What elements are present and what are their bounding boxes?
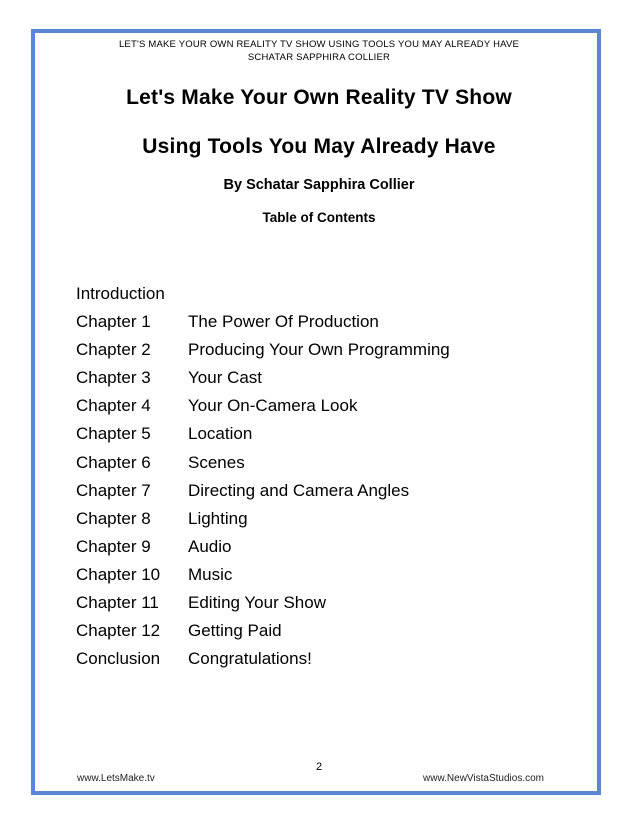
footer-website-right[interactable]: www.NewVistaStudios.com — [423, 773, 544, 784]
toc-label: Chapter 3 — [76, 368, 151, 388]
author-byline: By Schatar Sapphira Collier — [223, 177, 415, 193]
toc-title: Your Cast — [188, 368, 263, 388]
toc-label: Chapter 2 — [76, 340, 151, 360]
page-number: 2 — [315, 761, 323, 773]
toc-label: Chapter 12 — [76, 621, 161, 641]
toc-title: The Power Of Production — [188, 312, 379, 332]
toc-title: Audio — [188, 536, 232, 556]
toc-label: Chapter 7 — [76, 480, 151, 500]
toc-label: Introduction — [76, 284, 165, 303]
toc-label: Chapter 6 — [76, 452, 151, 472]
running-header-title: LET'S MAKE YOUR OWN REALITY TV SHOW USING TOOLS YOU MAY ALREADY HAVE — [118, 39, 520, 50]
toc-label: Chapter 8 — [76, 508, 151, 528]
toc-title: Congratulations! — [188, 649, 312, 669]
toc-label: Conclusion — [76, 649, 161, 669]
toc-label: Chapter 5 — [76, 424, 151, 444]
toc-title: Music — [188, 564, 233, 584]
book-title-line-1: Let's Make Your Own Reality TV Show — [126, 86, 512, 109]
running-header — [0, 38, 638, 64]
toc-title: Your On-Camera Look — [188, 396, 358, 416]
toc-title: Location — [188, 424, 253, 444]
toc-label: Chapter 4 — [76, 396, 151, 416]
toc-title: Directing and Camera Angles — [188, 480, 410, 500]
toc-title: Editing Your Show — [188, 593, 326, 613]
footer-website-left[interactable]: www.LetsMake.tv — [77, 773, 155, 784]
toc-title: Getting Paid — [188, 621, 282, 641]
toc-label: Chapter 11 — [76, 593, 159, 613]
running-header-author: SCHATAR SAPPHIRA COLLIER — [247, 52, 391, 63]
toc-heading: Table of Contents — [262, 210, 376, 225]
toc-label: Chapter 1 — [76, 312, 151, 332]
toc-title: Scenes — [188, 452, 245, 472]
book-title-line-2: Using Tools You May Already Have — [142, 135, 496, 158]
toc-label: Chapter 9 — [76, 536, 151, 556]
toc-title: Lighting — [188, 508, 248, 528]
toc-title: Producing Your Own Programming — [188, 340, 450, 360]
toc-label: Chapter 10 — [76, 564, 161, 584]
